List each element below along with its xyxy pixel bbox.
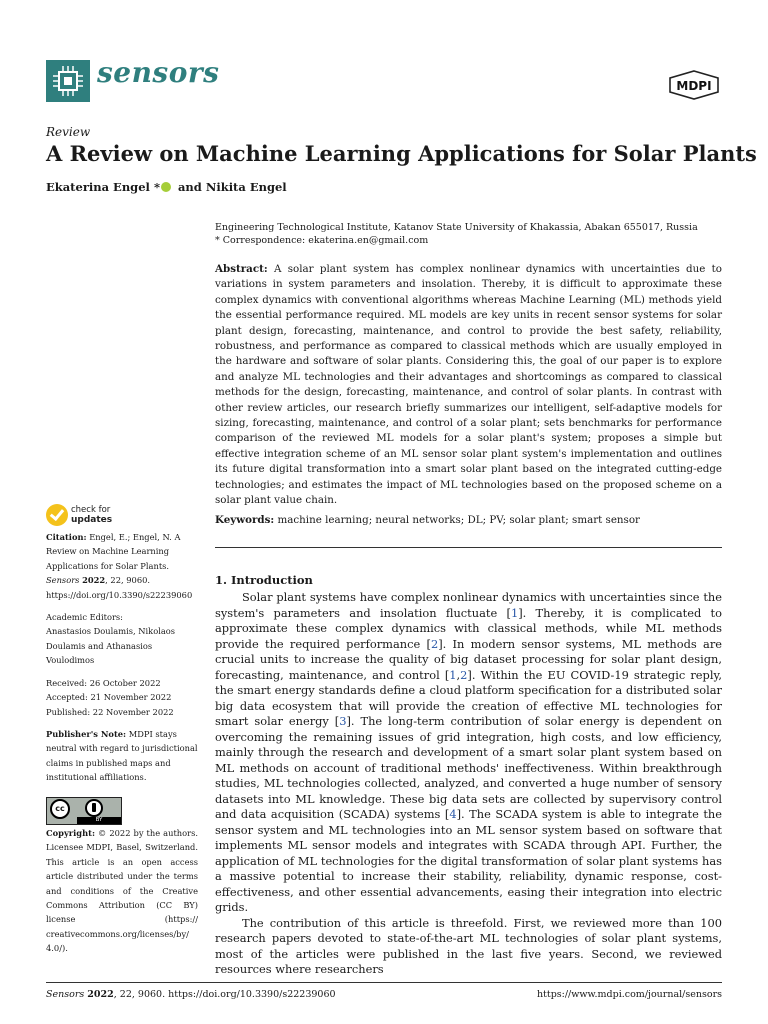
corresponding-mark: * (153, 180, 160, 194)
citation-year: 2022 (82, 575, 106, 586)
paragraph: Solar plant systems have complex nonlinear dynamics with uncertainties since the system's parameters and insolation fluctuate [1]. Thereby, it is complicated to approximate these complex dynamics with classical methods, while ML methods provide the required performance [2]. In modern sensor systems, ML methods are crucial units to increase the quality of big dataset processing for solar plant design, forecasting, maintenance, and control [1,2]. Within the EU COVID-19 strategic reply, the smart energy standards define a cloud platform specification for a distributed solar big data ecosystem that will provide the creation of effective ML technologies for smart solar energy [3]. The long-term contribution of solar energy is dependent on overcoming the remaining issues of grid integration, high costs, and low efficiency, mainly through the research and development of a smart solar plant system based on ML methods on account of traditional methods' ineffectiveness. Within breakthrough studies, ML technologies collected, analyzed, and converted a huge number of sensory datasets into ML knowledge. These big data sets are collected by supervisory control and data acquisition (SCADA) systems [4]. The SCADA system is able to integrate the sensor system and ML technologies into an ML sensor system based on software that implements ML sensor models and integrates with SCADA through API. Further, the application of ML technologies for the digital transformation of solar plant systems has a massive potential to increase their stability, reliability, dynamic response, cost-effectiveness, and other essential advancements, easing their integration into electric grids. (215, 590, 723, 914)
footer-journal-url[interactable]: https://www.mdpi.com/journal/sensors (536, 989, 722, 1000)
keywords-label: Keywords: (215, 514, 275, 526)
academic-editors (46, 610, 198, 668)
footer-journal: Sensors (46, 989, 85, 1000)
publisher-note (46, 727, 198, 785)
copyright-label: Copyright: (46, 828, 96, 838)
citation-link[interactable]: 2 (430, 636, 439, 651)
section-heading: 1. Introduction (215, 573, 313, 587)
journal-logo-icon (46, 60, 90, 102)
citation-link[interactable]: 1 (449, 667, 457, 682)
author-list (46, 180, 287, 194)
author-name[interactable]: Nikita Engel (205, 180, 287, 194)
citation-rest[interactable]: , 22, 9060. https://doi.org/10.3390/s22239060 (46, 575, 193, 600)
copyright-block (46, 826, 198, 956)
citation-link[interactable]: 4 (449, 807, 457, 821)
author-name[interactable]: Ekaterina Engel (46, 180, 150, 194)
paragraph: The contribution of this article is threefold. First, we reviewed more than 100 research papers devoted to state-of-the-art ML technologies of solar plant systems, most of the articles were published in the last five years. Second, we reviewed resources where researchers (215, 915, 722, 976)
received-date: Received: 26 October 2022 (46, 678, 161, 688)
note-text: MDPI stays neutral with regard to jurisdictional claims in published maps and institutional affiliations. (46, 729, 198, 783)
editors-names: Anastasios Doulamis, Nikolaos Doulamis and Athanasios Voulodimos (46, 626, 176, 666)
orcid-icon[interactable] (161, 182, 171, 192)
accepted-date: Accepted: 21 November 2022 (46, 692, 172, 703)
citation-link[interactable]: 3 (339, 714, 347, 728)
check-line1: check for (71, 505, 111, 515)
publication-dates (46, 676, 198, 719)
mdpi-logo-text: MDPI (676, 79, 712, 93)
abstract-text: A solar plant system has complex nonlinear dynamics with uncertainties due to variations in system parameters and insolation. Thereby, it is difficult to approximate these complex dynamics with conventional algorithms whereas Machine Learning (ML) methods yield the essential performance required. ML models are key units in recent sensor systems for solar plant design, forecasting, maintenance, and control to provide the best safety, reliability, robustness, and performance as compared to classical methods which are usually employed in the hardware and software of solar plants. Considering this, the goal of our paper is to explore and analyze ML technologies and their advantages and shortcomings as compared to classical methods for the design, forecasting, maintenance, and control of solar plants. In contrast with other review articles, our research briefly summarizes our intelligent, self-adaptive models for sizing, forecasting, maintenance, and control of a solar plant; sets benchmarks for performance comparison of the reviewed ML models for a solar plant's system; proposes a simple but effective integration scheme of an ML sensor solar plant system's implementation and outlines its future digital transformation into a smart solar plant based on the integrated cutting-edge technologies; and estimates the impact of ML technologies based on the proposed scheme on a solar plant value chain. (215, 263, 723, 507)
citation-link[interactable]: 1 (510, 605, 519, 620)
published-date: Published: 22 November 2022 (46, 706, 174, 717)
affiliation-text: Engineering Technological Institute, Katanov State University of Khakassia, Abakan 655017, Russia (215, 222, 698, 233)
editors-label: Academic Editors: (46, 612, 123, 622)
footer-doi[interactable]: , 22, 9060. https://doi.org/10.3390/s22239060 (113, 989, 336, 1000)
cc-icon: cc (50, 799, 70, 819)
citation-link[interactable]: 2 (460, 667, 468, 682)
abstract (215, 262, 722, 509)
citation-label: Citation: (46, 532, 87, 542)
footer-year: 2022 (87, 989, 114, 1000)
cc-license-badge[interactable] (46, 797, 122, 825)
checkmark-icon (46, 504, 68, 526)
article-type: Review (46, 125, 91, 139)
keywords-text: machine learning; neural networks; DL; PV; solar plant; smart sensor (277, 514, 640, 526)
note-label: Publisher's Note: (46, 729, 127, 739)
keywords (215, 513, 722, 528)
journal-name[interactable]: sensors (97, 56, 220, 89)
footer-divider (46, 982, 722, 983)
check-line2: updates (71, 515, 113, 525)
check-for-updates-button[interactable] (46, 504, 126, 528)
citation-text: Engel, E.; Engel, N. A Review on Machine Learning Applications for Solar Plants. (46, 532, 181, 571)
citation-block (46, 530, 198, 602)
section-divider (215, 547, 722, 548)
cc-by-label: BY (77, 817, 121, 824)
author-join: and (177, 180, 202, 194)
abstract-label: Abstract: (215, 263, 268, 275)
affiliations (215, 221, 715, 247)
correspondence-text: * Correspondence: ekaterina.en@gmail.com (215, 235, 429, 246)
introduction-body (215, 590, 722, 978)
footer-citation (46, 989, 336, 1000)
citation-journal: Sensors (46, 575, 80, 586)
person-icon (85, 799, 103, 817)
copyright-text: © 2022 by the authors. Licensee MDPI, Basel, Switzerland. This article is an open access article distributed under the terms and conditions of the Creative Commons Attribution (CC BY) license (https:// creativecommons.org/licenses/by/ 4.0/). (46, 828, 198, 954)
mdpi-logo-icon[interactable] (668, 70, 720, 100)
article-title: A Review on Machine Learning Applications for Solar Plants (46, 141, 757, 166)
